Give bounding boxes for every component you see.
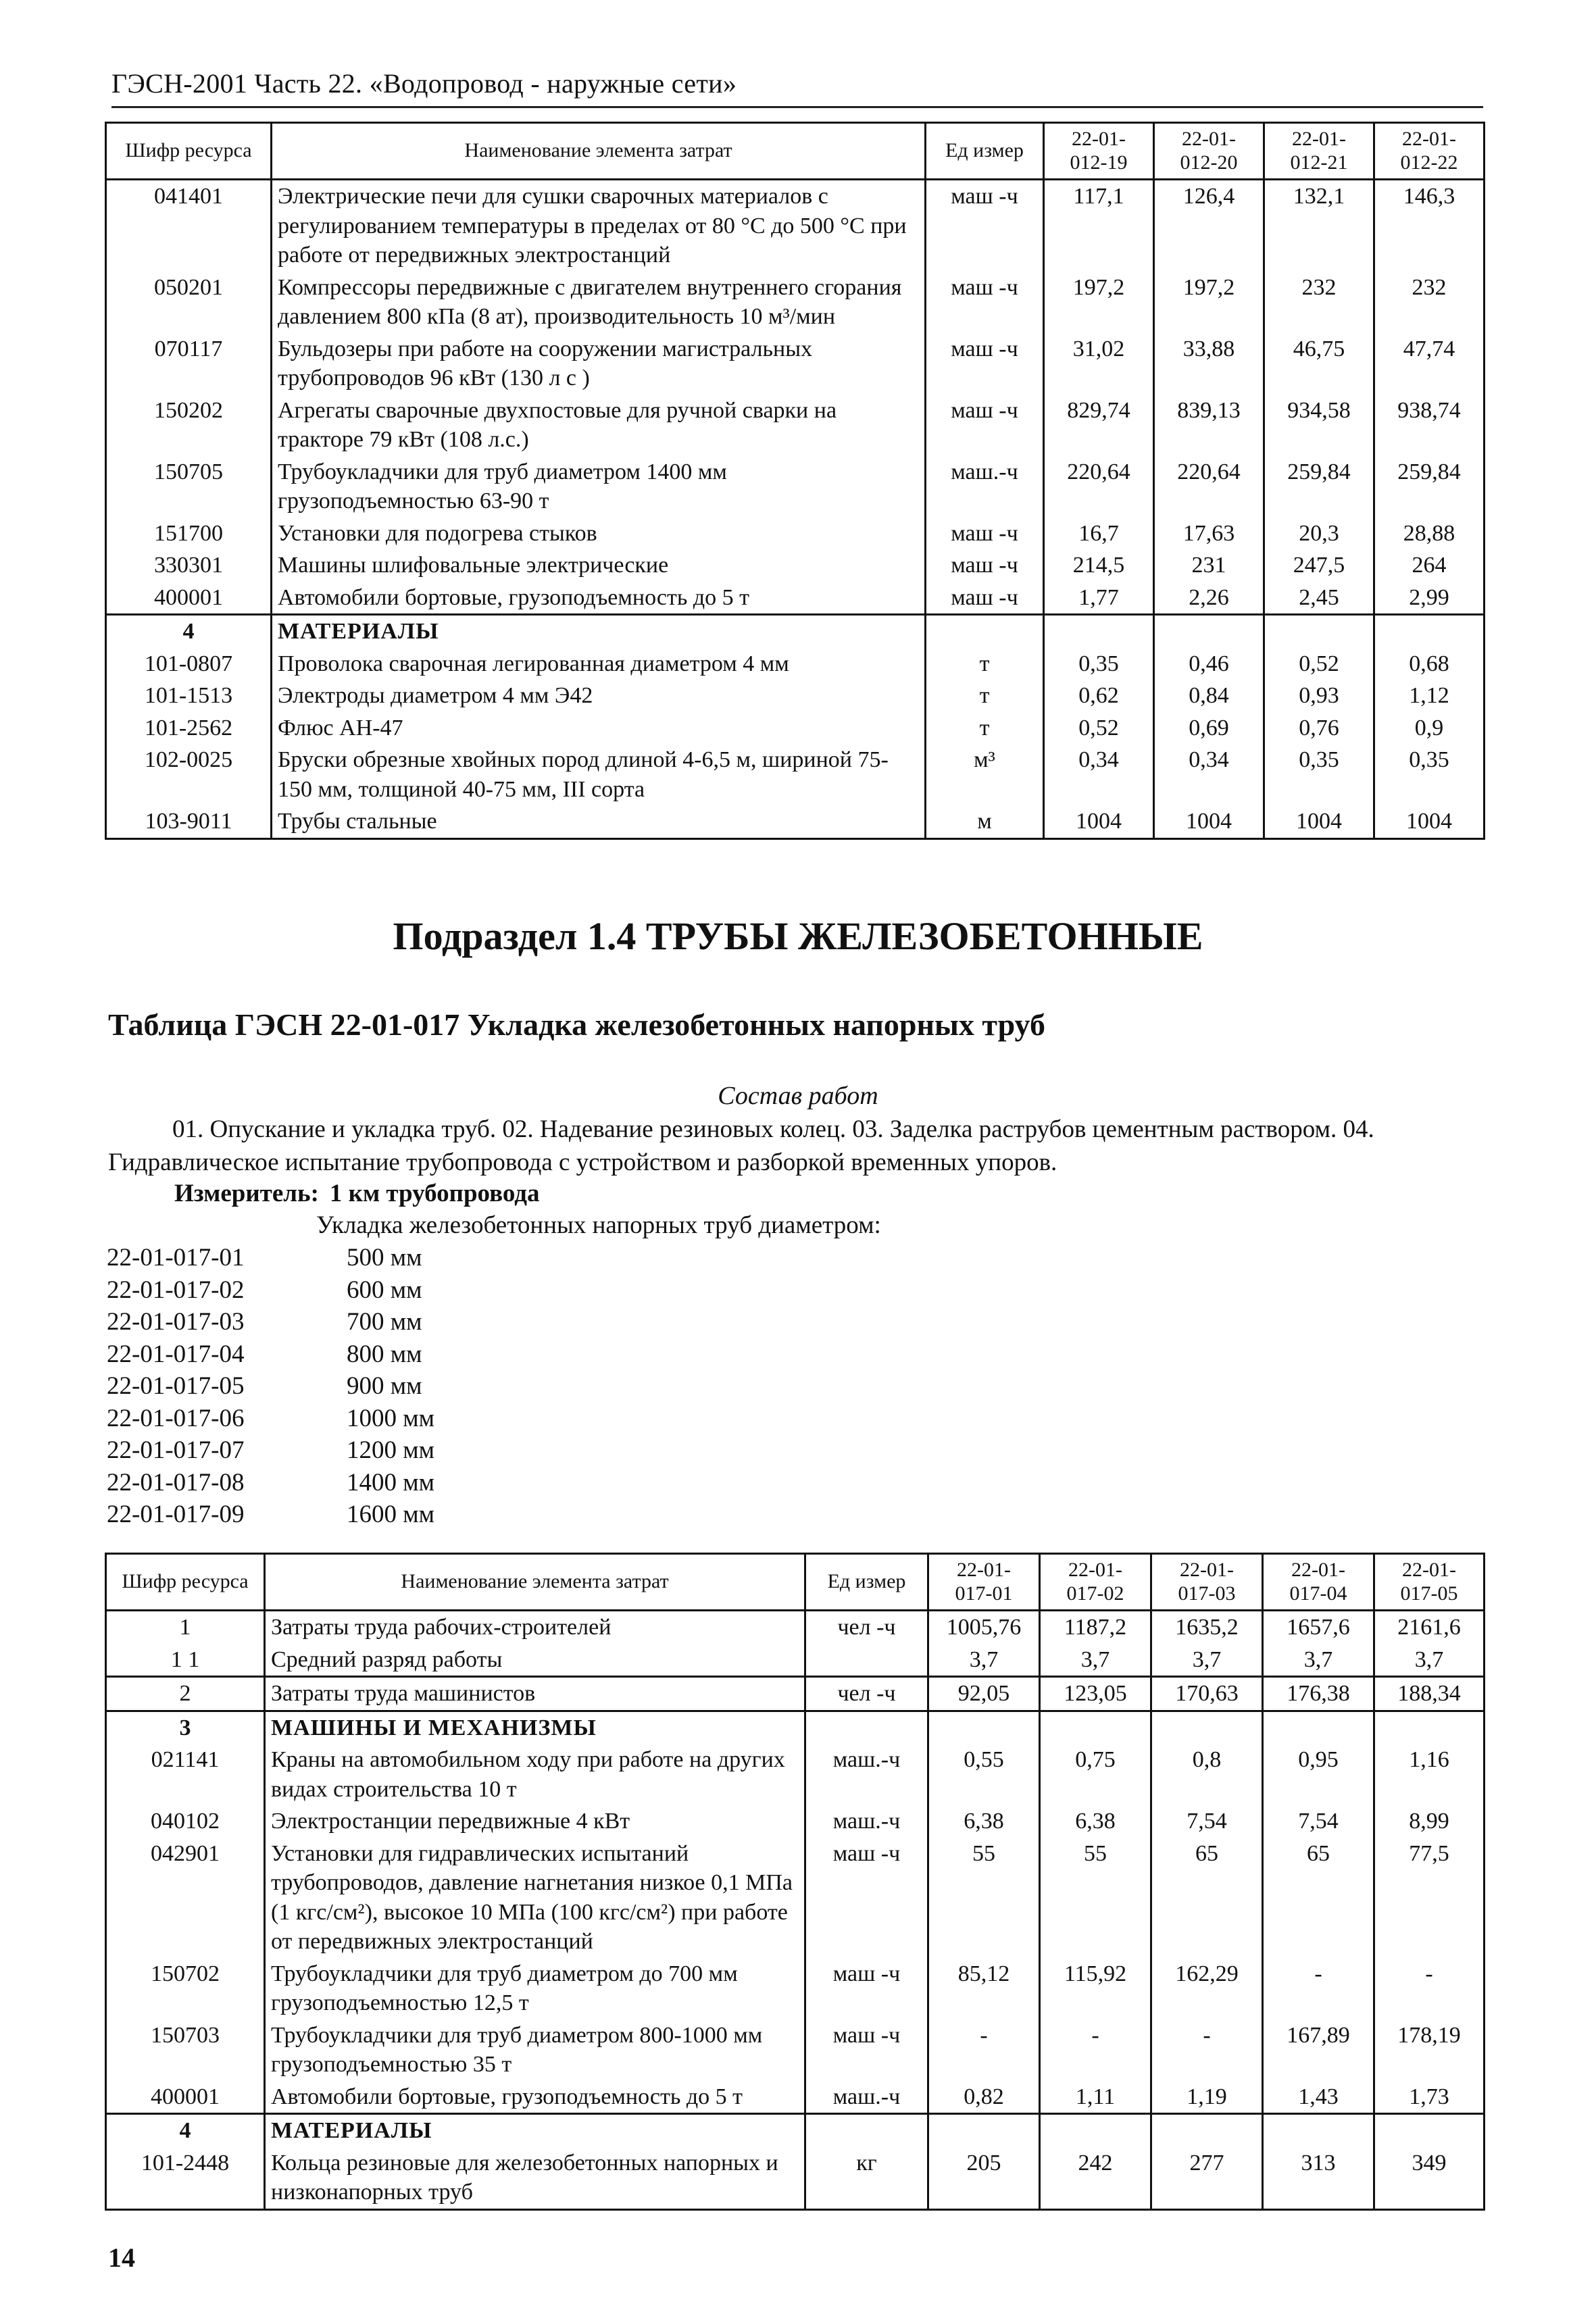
norm-code: 22-01-017-01	[107, 1244, 245, 1272]
value-cell: -	[1263, 1958, 1374, 2019]
value-cell: 0,95	[1263, 1744, 1374, 1805]
value-cell: 231	[1154, 549, 1264, 582]
section-row	[106, 1711, 1485, 1744]
value-cell: 0,69	[1154, 712, 1264, 745]
unit-cell: маш.-ч	[805, 1744, 928, 1805]
resource-name-cell: Автомобили бортовые, грузоподъемность до 5 т	[272, 582, 926, 615]
value-cell: 115,92	[1040, 1958, 1151, 2019]
value-cell	[1151, 1711, 1263, 1744]
value-cell: 3,7	[1040, 1644, 1151, 1677]
table-row	[106, 744, 1485, 805]
resource-name-cell: Электроды диаметром 4 мм Э42	[272, 680, 926, 712]
table-row	[106, 2081, 1485, 2114]
value-cell: 146,3	[1374, 180, 1485, 272]
column-header: 22-01- 012-22	[1374, 123, 1485, 180]
value-cell: 0,62	[1044, 680, 1154, 712]
resource-name-cell: Флюс АН-47	[272, 712, 926, 745]
norm-code: 22-01-017-07	[107, 1436, 245, 1464]
column-header: 22-01- 017-05	[1374, 1554, 1485, 1611]
table-row	[106, 2019, 1485, 2081]
table-row	[106, 680, 1485, 712]
value-cell	[1040, 1711, 1151, 1744]
resource-code-cell: 330301	[106, 549, 272, 582]
table1-body	[106, 180, 1485, 839]
resource-name-cell: Краны на автомобильном ходу при работе на других видах строительства 10 т	[265, 1744, 805, 1805]
value-cell: 47,74	[1374, 333, 1485, 395]
unit-cell: маш.-ч	[805, 2081, 928, 2114]
value-cell: 0,46	[1154, 648, 1264, 680]
value-cell: 277	[1151, 2147, 1263, 2210]
resource-code-cell: 050201	[106, 272, 272, 333]
value-cell: 0,76	[1264, 712, 1374, 745]
value-cell: 123,05	[1040, 1677, 1151, 1711]
table-row	[106, 456, 1485, 518]
value-cell: 6,38	[928, 1805, 1040, 1838]
value-cell: 1004	[1154, 805, 1264, 838]
value-cell: 0,93	[1264, 680, 1374, 712]
resource-name-cell: Трубоукладчики для труб диаметром 800-1000 мм грузоподъемностью 35 т	[265, 2019, 805, 2081]
resource-code-cell: 101-0807	[106, 648, 272, 680]
unit-cell: маш -ч	[926, 272, 1044, 333]
table-row	[106, 1644, 1485, 1677]
subsection-title: Подраздел 1.4 ТРУБЫ ЖЕЛЕЗОБЕТОННЫЕ	[393, 914, 1203, 958]
value-cell: 0,34	[1044, 744, 1154, 805]
value-cell: 17,63	[1154, 518, 1264, 550]
column-header: 22-01- 017-04	[1263, 1554, 1374, 1611]
norm-code: 22-01-017-08	[107, 1468, 245, 1496]
unit-cell: маш -ч	[805, 2019, 928, 2081]
value-cell: 1657,6	[1263, 1611, 1374, 1644]
table-row	[106, 712, 1485, 745]
resource-name-cell: Электростанции передвижные 4 кВт	[265, 1805, 805, 1838]
resource-name-cell: Установки для подогрева стыков	[272, 518, 926, 550]
value-cell: 1004	[1264, 805, 1374, 838]
table-row	[106, 272, 1485, 333]
value-cell: 2161,6	[1374, 1611, 1485, 1644]
resource-name-cell: МАТЕРИАЛЫ	[272, 615, 926, 648]
value-cell	[1151, 2114, 1263, 2147]
table-row	[106, 518, 1485, 550]
value-cell: 829,74	[1044, 395, 1154, 456]
value-cell: 3,7	[1263, 1644, 1374, 1677]
resource-code-cell: 151700	[106, 518, 272, 550]
measure-label: Измеритель:	[174, 1180, 319, 1207]
value-cell: 3,7	[928, 1644, 1040, 1677]
list-item	[107, 1499, 434, 1531]
table-row	[106, 1744, 1485, 1805]
table-row	[106, 333, 1485, 395]
value-cell	[1044, 615, 1154, 648]
unit-cell: м³	[926, 744, 1044, 805]
measure-value: 1 км трубопровода	[329, 1180, 540, 1207]
value-cell: 65	[1151, 1838, 1263, 1958]
resource-code-cell: 3	[106, 1711, 265, 1744]
unit-cell: маш -ч	[926, 180, 1044, 272]
value-cell: 7,54	[1263, 1805, 1374, 1838]
value-cell: 1004	[1374, 805, 1485, 838]
resource-code-cell: 102-0025	[106, 744, 272, 805]
value-cell: 132,1	[1264, 180, 1374, 272]
table-row	[106, 582, 1485, 615]
value-cell: 1,73	[1374, 2081, 1485, 2114]
composition-text: 01. Опускание и укладка труб. 02. Надевание резиновых колец. 03. Заделка раструбов цементным раствором. 04. Гидравлическое испытание трубопровода с устройством и разборкой временных упоров.	[108, 1115, 1374, 1176]
column-header: 22-01- 017-03	[1151, 1554, 1263, 1611]
unit-cell: т	[926, 680, 1044, 712]
unit-cell	[805, 2114, 928, 2147]
unit-cell: маш -ч	[926, 549, 1044, 582]
value-cell: 0,82	[928, 2081, 1040, 2114]
diameter-value: 1400 мм	[347, 1468, 435, 1496]
laying-heading: Укладка железобетонных напорных труб диаметром:	[316, 1211, 881, 1239]
list-item	[107, 1306, 434, 1338]
diameter-value: 1600 мм	[347, 1501, 435, 1528]
diameter-value: 600 мм	[347, 1276, 422, 1304]
list-item	[107, 1338, 434, 1371]
unit-cell: м	[926, 805, 1044, 838]
value-cell: 167,89	[1263, 2019, 1374, 2081]
column-header: Шифр ресурса	[106, 1554, 265, 1611]
value-cell: 117,1	[1044, 180, 1154, 272]
value-cell: 1,12	[1374, 680, 1485, 712]
value-cell: 65	[1263, 1838, 1374, 1958]
value-cell: 3,7	[1374, 1644, 1485, 1677]
norm-code: 22-01-017-06	[107, 1404, 245, 1432]
diameter-value: 1000 мм	[347, 1404, 435, 1432]
norm-code: 22-01-017-05	[107, 1372, 245, 1400]
value-cell: 934,58	[1264, 395, 1374, 456]
value-cell: 1005,76	[928, 1611, 1040, 1644]
value-cell: 0,8	[1151, 1744, 1263, 1805]
value-cell: 16,7	[1044, 518, 1154, 550]
value-cell	[1154, 615, 1264, 648]
value-cell	[1374, 1711, 1485, 1744]
section-row	[106, 615, 1485, 648]
table-row	[106, 549, 1485, 582]
value-cell: -	[928, 2019, 1040, 2081]
column-header: 22-01- 012-21	[1264, 123, 1374, 180]
list-item	[107, 1467, 434, 1499]
measure-line	[174, 1179, 540, 1208]
value-cell: 220,64	[1044, 456, 1154, 518]
column-header: Ед измер	[926, 123, 1044, 180]
value-cell: 1,19	[1151, 2081, 1263, 2114]
diameter-value: 800 мм	[347, 1340, 422, 1368]
resource-name-cell: Проволока сварочная легированная диаметром 4 мм	[272, 648, 926, 680]
diameter-value: 1200 мм	[347, 1436, 435, 1464]
value-cell: 77,5	[1374, 1838, 1485, 1958]
value-cell: 188,34	[1374, 1677, 1485, 1711]
column-header: 22-01- 017-01	[928, 1554, 1040, 1611]
table-row	[106, 2147, 1485, 2210]
value-cell: 6,38	[1040, 1805, 1151, 1838]
resource-name-cell: Автомобили бортовые, грузоподъемность до 5 т	[265, 2081, 805, 2114]
value-cell: 242	[1040, 2147, 1151, 2210]
table-header-row	[106, 1554, 1485, 1611]
column-header: Наименование элемента затрат	[265, 1554, 805, 1611]
table-row	[106, 180, 1485, 272]
value-cell: 232	[1264, 272, 1374, 333]
unit-cell: чел -ч	[805, 1611, 928, 1644]
list-item	[107, 1370, 434, 1403]
table-title: Таблица ГЭСН 22-01-017 Укладка железобетонных напорных труб	[108, 1007, 1045, 1042]
resource-code-cell: 150202	[106, 395, 272, 456]
resource-code-cell: 103-9011	[106, 805, 272, 838]
norm-code: 22-01-017-03	[107, 1308, 245, 1336]
value-cell: 55	[928, 1838, 1040, 1958]
value-cell	[928, 1711, 1040, 1744]
resource-code-cell: 150703	[106, 2019, 265, 2081]
column-header: Ед измер	[805, 1554, 928, 1611]
resource-name-cell: Средний разряд работы	[265, 1644, 805, 1677]
resource-code-cell: 1 1	[106, 1644, 265, 1677]
value-cell: 2,99	[1374, 582, 1485, 615]
resource-table-012	[105, 122, 1485, 840]
value-cell	[1374, 615, 1485, 648]
table-row	[106, 648, 1485, 680]
resource-table-017	[105, 1553, 1485, 2211]
resource-code-cell: 2	[106, 1677, 265, 1711]
value-cell	[928, 2114, 1040, 2147]
column-header: Наименование элемента затрат	[272, 123, 926, 180]
resource-name-cell: МАТЕРИАЛЫ	[265, 2114, 805, 2147]
value-cell: 2,26	[1154, 582, 1264, 615]
value-cell: 0,35	[1044, 648, 1154, 680]
value-cell: 0,9	[1374, 712, 1485, 745]
value-cell	[1263, 1711, 1374, 1744]
norm-code: 22-01-017-04	[107, 1340, 245, 1368]
resource-name-cell: Бруски обрезные хвойных пород длиной 4-6,5 м, шириной 75-150 мм, толщиной 40-75 мм, III сорта	[272, 744, 926, 805]
unit-cell: маш -ч	[805, 1838, 928, 1958]
resource-code-cell: 150702	[106, 1958, 265, 2019]
resource-code-cell: 101-1513	[106, 680, 272, 712]
value-cell: 2,45	[1264, 582, 1374, 615]
value-cell: 1004	[1044, 805, 1154, 838]
value-cell: 126,4	[1154, 180, 1264, 272]
value-cell: 0,84	[1154, 680, 1264, 712]
column-header: 22-01- 012-20	[1154, 123, 1264, 180]
value-cell: 55	[1040, 1838, 1151, 1958]
resource-code-cell: 070117	[106, 333, 272, 395]
unit-cell: маш -ч	[926, 395, 1044, 456]
list-item	[107, 1274, 434, 1307]
value-cell: 349	[1374, 2147, 1485, 2210]
resource-name-cell: Трубоукладчики для труб диаметром 1400 мм грузоподъемностью 63-90 т	[272, 456, 926, 518]
table-row	[106, 1677, 1485, 1711]
value-cell: 8,99	[1374, 1805, 1485, 1838]
unit-cell: маш -ч	[805, 1958, 928, 2019]
value-cell: 259,84	[1374, 456, 1485, 518]
value-cell: -	[1040, 2019, 1151, 2081]
value-cell: 839,13	[1154, 395, 1264, 456]
value-cell: 28,88	[1374, 518, 1485, 550]
unit-cell	[805, 1644, 928, 1677]
list-item	[107, 1242, 434, 1274]
norm-codes-list	[107, 1242, 434, 1531]
resource-code-cell: 042901	[106, 1838, 265, 1958]
value-cell: 197,2	[1044, 272, 1154, 333]
resource-name-cell: Агрегаты сварочные двухпостовые для ручной сварки на тракторе 79 кВт (108 л.с.)	[272, 395, 926, 456]
resource-code-cell: 400001	[106, 2081, 265, 2114]
resource-name-cell: Трубы стальные	[272, 805, 926, 838]
norm-code: 22-01-017-02	[107, 1276, 245, 1304]
resource-code-cell: 101-2448	[106, 2147, 265, 2210]
value-cell: 0,75	[1040, 1744, 1151, 1805]
value-cell: 0,35	[1374, 744, 1485, 805]
value-cell: 259,84	[1264, 456, 1374, 518]
table-row	[106, 1805, 1485, 1838]
resource-code-cell: 041401	[106, 180, 272, 272]
resource-code-cell: 4	[106, 615, 272, 648]
page-header: ГЭСН-2001 Часть 22. «Водопровод - наружные сети»	[111, 68, 1483, 108]
value-cell: 0,34	[1154, 744, 1264, 805]
resource-name-cell: Бульдозеры при работе на сооружении магистральных трубопроводов 96 кВт (130 л с )	[272, 333, 926, 395]
value-cell: 1,77	[1044, 582, 1154, 615]
column-header: 22-01- 017-02	[1040, 1554, 1151, 1611]
diameter-value: 900 мм	[347, 1372, 422, 1400]
value-cell: 162,29	[1151, 1958, 1263, 2019]
table-row	[106, 805, 1485, 838]
resource-name-cell: Затраты труда рабочих-строителей	[265, 1611, 805, 1644]
list-item	[107, 1434, 434, 1467]
unit-cell: кг	[805, 2147, 928, 2210]
resource-code-cell: 1	[106, 1611, 265, 1644]
resource-code-cell: 040102	[106, 1805, 265, 1838]
unit-cell	[926, 615, 1044, 648]
value-cell: 1,16	[1374, 1744, 1485, 1805]
list-item	[107, 1403, 434, 1435]
diameter-value: 500 мм	[347, 1244, 422, 1272]
resource-name-cell: Трубоукладчики для труб диаметром до 700 мм грузоподъемностью 12,5 т	[265, 1958, 805, 2019]
value-cell: 0,52	[1264, 648, 1374, 680]
value-cell: 0,52	[1044, 712, 1154, 745]
value-cell: 232	[1374, 272, 1485, 333]
resource-code-cell: 400001	[106, 582, 272, 615]
composition-label: Состав работ	[718, 1082, 878, 1110]
value-cell: 313	[1263, 2147, 1374, 2210]
resource-code-cell: 150705	[106, 456, 272, 518]
table2-body	[106, 1611, 1485, 2210]
resource-code-cell: 4	[106, 2114, 265, 2147]
value-cell: 0,55	[928, 1744, 1040, 1805]
unit-cell: т	[926, 712, 1044, 745]
resource-code-cell: 021141	[106, 1744, 265, 1805]
table-row	[106, 1838, 1485, 1958]
resource-name-cell: Компрессоры передвижные с двигателем внутреннего сгорания давлением 800 кПа (8 ат), производительность 10 м³/мин	[272, 272, 926, 333]
value-cell	[1264, 615, 1374, 648]
table-row	[106, 395, 1485, 456]
column-header: 22-01- 012-19	[1044, 123, 1154, 180]
value-cell: 31,02	[1044, 333, 1154, 395]
value-cell: -	[1374, 1958, 1485, 2019]
value-cell: 214,5	[1044, 549, 1154, 582]
unit-cell: маш.-ч	[805, 1805, 928, 1838]
section-row	[106, 2114, 1485, 2147]
value-cell: 1,11	[1040, 2081, 1151, 2114]
value-cell: 20,3	[1264, 518, 1374, 550]
value-cell: 0,68	[1374, 648, 1485, 680]
table-row	[106, 1611, 1485, 1644]
value-cell: 938,74	[1374, 395, 1485, 456]
resource-name-cell: Установки для гидравлических испытаний трубопроводов, давление нагнетания низкое 0,1 МПа (1 кгс/см²), высокое 10 МПа (100 кгс/см²) при работе от передвижных электростанций	[265, 1838, 805, 1958]
value-cell: -	[1151, 2019, 1263, 2081]
value-cell: 46,75	[1264, 333, 1374, 395]
page-number: 14	[108, 2242, 135, 2273]
value-cell: 197,2	[1154, 272, 1264, 333]
value-cell: 220,64	[1154, 456, 1264, 518]
value-cell: 3,7	[1151, 1644, 1263, 1677]
unit-cell: т	[926, 648, 1044, 680]
value-cell: 85,12	[928, 1958, 1040, 2019]
value-cell: 205	[928, 2147, 1040, 2210]
unit-cell: маш -ч	[926, 582, 1044, 615]
resource-name-cell: Затраты труда машинистов	[265, 1677, 805, 1711]
table-row	[106, 1958, 1485, 2019]
value-cell: 92,05	[928, 1677, 1040, 1711]
value-cell	[1263, 2114, 1374, 2147]
resource-name-cell: Машины шлифовальные электрические	[272, 549, 926, 582]
value-cell	[1374, 2114, 1485, 2147]
column-header: Шифр ресурса	[106, 123, 272, 180]
norm-code: 22-01-017-09	[107, 1501, 245, 1528]
resource-name-cell: Электрические печи для сушки сварочных материалов с регулированием температуры в пределах от 80 °С до 500 °С при работе от передвижных электростанций	[272, 180, 926, 272]
unit-cell	[805, 1711, 928, 1744]
unit-cell: маш.-ч	[926, 456, 1044, 518]
value-cell: 176,38	[1263, 1677, 1374, 1711]
value-cell: 1,43	[1263, 2081, 1374, 2114]
value-cell: 178,19	[1374, 2019, 1485, 2081]
value-cell: 0,35	[1264, 744, 1374, 805]
resource-name-cell: МАШИНЫ И МЕХАНИЗМЫ	[265, 1711, 805, 1744]
value-cell	[1040, 2114, 1151, 2147]
resource-code-cell: 101-2562	[106, 712, 272, 745]
unit-cell: маш -ч	[926, 518, 1044, 550]
table-header-row	[106, 123, 1485, 180]
unit-cell: маш -ч	[926, 333, 1044, 395]
value-cell: 170,63	[1151, 1677, 1263, 1711]
unit-cell: чел -ч	[805, 1677, 928, 1711]
value-cell: 1635,2	[1151, 1611, 1263, 1644]
diameter-value: 700 мм	[347, 1308, 422, 1336]
value-cell: 247,5	[1264, 549, 1374, 582]
value-cell: 7,54	[1151, 1805, 1263, 1838]
value-cell: 33,88	[1154, 333, 1264, 395]
resource-name-cell: Кольца резиновые для железобетонных напорных и низконапорных труб	[265, 2147, 805, 2210]
value-cell: 1187,2	[1040, 1611, 1151, 1644]
value-cell: 264	[1374, 549, 1485, 582]
